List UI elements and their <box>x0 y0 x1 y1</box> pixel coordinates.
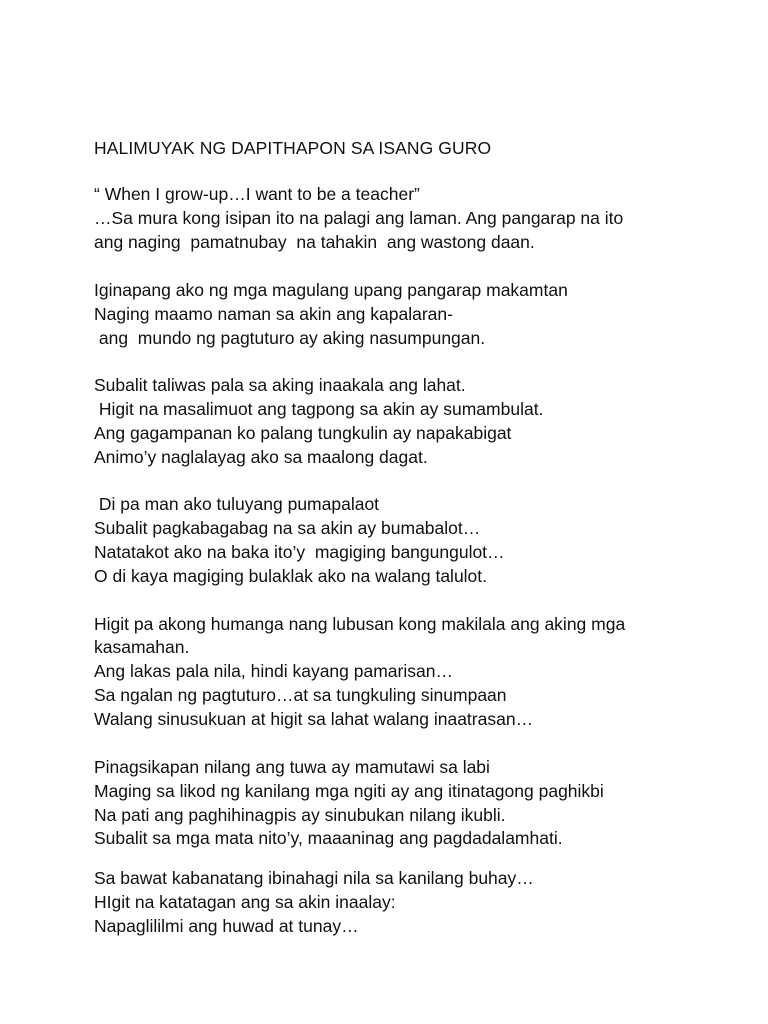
poem-line: Higit pa akong humanga nang lubusan kong makilala ang aking mga <box>94 614 626 634</box>
poem-line: Iginapang ako ng mga magulang upang pangarap makamtan <box>94 280 568 300</box>
poem-line: Sa ngalan ng pagtuturo…at sa tungkuling sinumpaan <box>94 685 507 705</box>
poem-line: Subalit taliwas pala sa aking inaakala ang lahat. <box>94 375 466 395</box>
poem-line: Animo’y naglalayag ako sa maalong dagat. <box>94 447 428 467</box>
poem-line: Napaglililmi ang huwad at tunay… <box>94 916 359 936</box>
poem-line: ang mundo ng pagtuturo ay aking nasumpungan. <box>94 328 486 348</box>
poem-line: Pinagsikapan nilang ang tuwa ay mamutawi sa labi <box>94 757 490 777</box>
poem-line: …Sa mura kong isipan ito na palagi ang laman. Ang pangarap na ito <box>94 208 624 228</box>
poem-line: kasamahan. <box>94 637 190 657</box>
poem-line: Natatakot ako na baka ito’y magiging bangungulot… <box>94 542 505 562</box>
poem-line: Subalit pagkabagabag na sa akin ay bumabalot… <box>94 518 481 538</box>
poem-line: Walang sinusukuan at higit sa lahat walang inaatrasan… <box>94 709 534 729</box>
poem-line: Ang lakas pala nila, hindi kayang pamarisan… <box>94 661 453 681</box>
poem-line: Na pati ang paghihinagpis ay sinubukan nilang ikubli. <box>94 805 506 825</box>
poem-line: Higit na masalimuot ang tagpong sa akin ay sumambulat. <box>94 399 544 419</box>
poem-title: HALIMUYAK NG DAPITHAPON SA ISANG GURO <box>94 138 492 158</box>
poem-line: Maging sa likod ng kanilang mga ngiti ay ang itinatagong paghikbi <box>94 781 604 801</box>
poem-line: O di kaya magiging bulaklak ako na walang talulot. <box>94 566 488 586</box>
poem-line: Ang gagampanan ko palang tungkulin ay napakabigat <box>94 423 512 443</box>
poem-line: Subalit sa mga mata nito’y, maaaninag ang pagdadalamhati. <box>94 828 563 848</box>
poem-line: “ When I grow-up…I want to be a teacher” <box>94 184 420 204</box>
poem-line: HIgit na katatagan ang sa akin inaalay: <box>94 892 396 912</box>
poem-line: Di pa man ako tuluyang pumapalaot <box>94 494 380 514</box>
poem-line: ang naging pamatnubay na tahakin ang wastong daan. <box>94 232 535 252</box>
poem-line: Naging maamo naman sa akin ang kapalaran- <box>94 304 453 324</box>
poem-line: Sa bawat kabanatang ibinahagi nila sa kanilang buhay… <box>94 868 534 888</box>
